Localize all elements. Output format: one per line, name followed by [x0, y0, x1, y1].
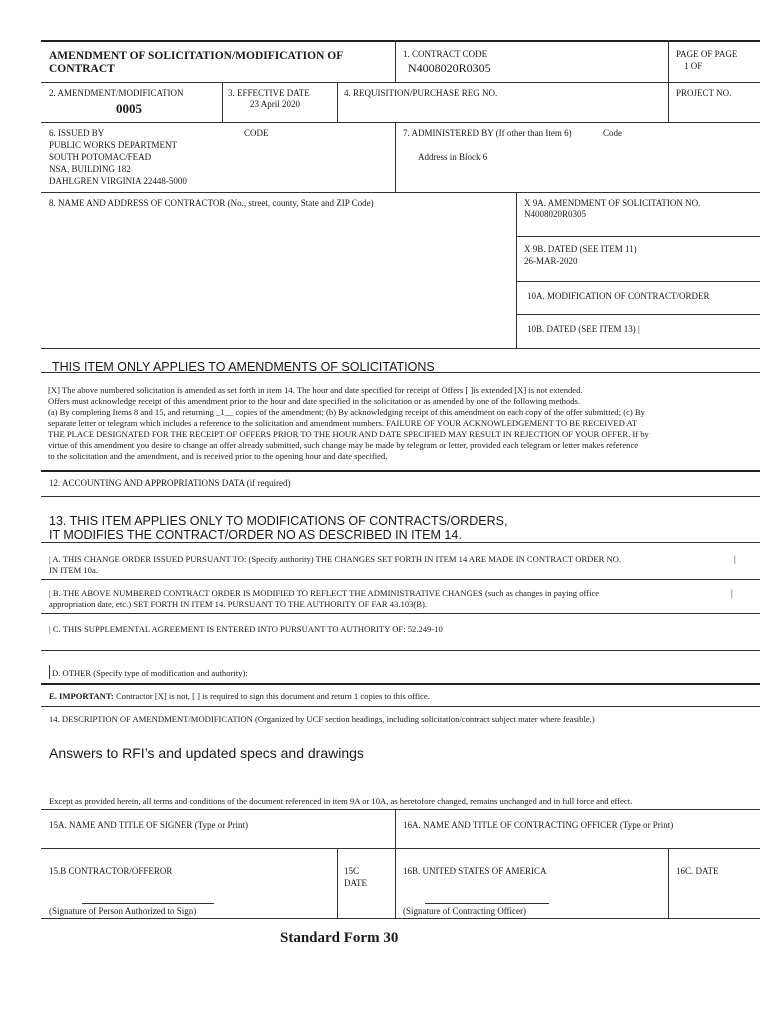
vline-header-2: [668, 40, 669, 122]
item-9b-label: X 9B. DATED (SEE ITEM 11): [524, 244, 637, 254]
amendment-mod-value: 0005: [116, 101, 142, 116]
rule-sec14-bottom: [41, 809, 760, 810]
effective-date-value: 23 April 2020: [250, 99, 301, 109]
vline-row3: [395, 122, 396, 192]
except-provided-text: Except as provided herein, all terms and conditions of the document referenced in item 9A or 10A, as heretofore changed, remains unchanged and in full force and effect.: [49, 796, 633, 806]
rule-10a-top: [516, 281, 760, 282]
signer-name-label: 15A. NAME AND TITLE OF SIGNER (Type or Print): [49, 820, 248, 830]
section-11-line: Offers must acknowledge receipt of this amendment prior to the hour and date specified in the solicitation or as amended by one of the following methods.: [48, 396, 581, 406]
contracting-officer-name-label: 16A. NAME AND TITLE OF CONTRACTING OFFICER (Type or Print): [403, 820, 674, 830]
item-10a-label: 10A. MODIFICATION OF CONTRACT/ORDER: [527, 291, 710, 301]
rule-row2-top: [41, 82, 760, 83]
rule-row4-top: [41, 192, 760, 193]
rule-sec12-bottom: [41, 496, 760, 497]
rule-13c-bottom: [41, 650, 760, 651]
important-e-label: E. IMPORTANT:: [49, 691, 114, 701]
issued-by-line: SOUTH POTOMAC/FEAD: [49, 152, 152, 162]
issued-by-line: PUBLIC WORKS DEPARTMENT: [49, 140, 177, 150]
change-order-a-line2: IN ITEM 10a.: [49, 565, 98, 575]
item-9b-value: 26-MAR-2020: [524, 256, 578, 266]
date-15c-label: 15C: [344, 866, 360, 876]
rule-sig-mid: [41, 848, 760, 849]
contractor-signature-line[interactable]: [82, 903, 214, 904]
section-11-heading: THIS ITEM ONLY APPLIES TO AMENDMENTS OF SOLICITATIONS: [52, 360, 435, 374]
admin-changes-b-pipe: |: [731, 588, 733, 598]
section-11-line: to the solicitation and the amendment, and is received prior to the opening hour and date specified.: [48, 451, 388, 461]
rule-13e-bottom: [41, 706, 760, 707]
standard-form-name: Standard Form 30: [280, 930, 399, 946]
effective-date-label: 3. EFFECTIVE DATE: [228, 88, 310, 98]
officer-signature-caption: (Signature of Contracting Officer): [403, 906, 527, 916]
issued-by-line: DAHLGREN VIRGINIA 22448-5000: [49, 176, 187, 186]
rule-sig-bottom: [41, 918, 760, 919]
form-title: AMENDMENT OF SOLICITATION/MODIFICATION OF CONTRACT: [49, 50, 343, 75]
section-13-heading-line1: 13. THIS ITEM APPLIES ONLY TO MODIFICATIONS OF CONTRACTS/ORDERS,: [49, 514, 508, 528]
change-order-a-line1: | A. THIS CHANGE ORDER ISSUED PURSUANT TO: (Specify authority) THE CHANGES SET FORTH IN ITEM 14 ARE MADE IN CONTRACT ORDER NO.: [49, 554, 622, 564]
administered-code-label: Code: [603, 128, 622, 138]
vline-sig-3: [668, 848, 669, 918]
supplemental-agreement-c: | C. THIS SUPPLEMENTAL AGREEMENT IS ENTERED INTO PURSUANT TO AUTHORITY OF: 52.249-10: [49, 624, 443, 634]
code-label: CODE: [244, 128, 269, 138]
section-11-line: (a) By completing Items 8 and 15, and returning _1__ copies of the amendment; (b) By acknowledging receipt of this amendment on each copy of the offer submitted; (c) By: [48, 407, 645, 417]
section-11-line: [X] The above numbered solicitation is amended as set forth in item 14. The hour and date specified for receipt of Offers [ ]is extended [X] is not extended.: [48, 385, 583, 395]
admin-changes-b-line1: | B. THE ABOVE NUMBERED CONTRACT ORDER IS MODIFIED TO REFLECT THE ADMINISTRATIVE CHANGES (such as changes in paying office: [49, 588, 600, 598]
date-16c-label: 16C. DATE: [676, 866, 719, 876]
vline-header-1: [395, 40, 396, 82]
section-11-text: [48, 385, 758, 462]
section-13-heading-line2: IT MODIFIES THE CONTRACT/ORDER NO AS DESCRIBED IN ITEM 14.: [49, 528, 462, 542]
date-15c-label-2: DATE: [344, 878, 367, 888]
vline-13d: [49, 665, 50, 679]
section-11-line: virtue of this amendment you desire to change an offer already submitted, such change may be made by telegram or letter, provided each telegram or letter makes reference: [48, 440, 639, 450]
important-e-text: Contractor [X] is not, [ ] is required to sign this document and return 1 copies to this office.: [115, 691, 430, 701]
rule-row4-bottom: [41, 348, 760, 349]
contractor-offeror-label: 15.B CONTRACTOR/OFFEROR: [49, 866, 173, 876]
rule-13b-bottom: [41, 613, 760, 614]
section-11-line: THE PLACE DESIGNATED FOR THE RECEIPT OF OFFERS PRIOR TO THE HOUR AND DATE SPECIFIED MAY RESULT IN REJECTION OF YOUR OFFER. If by: [48, 429, 649, 439]
item-9a-label: X 9A. AMENDMENT OF SOLICITATION NO.: [524, 198, 701, 208]
rule-9b-top: [516, 236, 760, 237]
important-e: [49, 691, 430, 702]
rule-13a-bottom: [41, 579, 760, 580]
item-10b-label: 10B. DATED (SEE ITEM 13) |: [527, 324, 640, 334]
item-9a-value: N4008020R0305: [524, 209, 587, 219]
vline-sig-1: [395, 809, 396, 918]
contract-code-label: 1. CONTRACT CODE: [403, 49, 488, 59]
vline-row2-1: [222, 82, 223, 122]
project-no-label: PROJECT NO.: [676, 88, 732, 98]
rule-10b-top: [516, 314, 760, 315]
usa-label: 16B. UNITED STATES OF AMERICA: [403, 866, 547, 876]
rule-sec13-head: [41, 542, 760, 543]
amendment-mod-label: 2. AMENDMENT/MODIFICATION: [49, 88, 184, 98]
rule-13d-bottom: [41, 683, 760, 685]
top-border: [41, 40, 760, 42]
vline-sig-2: [337, 848, 338, 918]
issued-by-line: NSA, BUILDING 182: [49, 164, 131, 174]
requisition-label: 4. REQUISITION/PURCHASE REG NO.: [344, 88, 498, 98]
accounting-data-label: 12. ACCOUNTING AND APPROPRIATIONS DATA (if required): [49, 478, 291, 488]
rule-row3-top: [41, 122, 760, 123]
page-of-page-label: PAGE OF PAGE: [676, 49, 738, 59]
officer-signature-line[interactable]: [425, 903, 549, 904]
contractor-label: 8. NAME AND ADDRESS OF CONTRACTOR (No., street, county, State and ZIP Code): [49, 198, 374, 208]
section-11-line: separate letter or telegram which includes a reference to the solicitation and amendment numbers. FAILURE OF YOUR ACKNOWLEDGEMENT TO BE RECEIVED AT: [48, 418, 638, 428]
description-label: 14. DESCRIPTION OF AMENDMENT/MODIFICATION (Organized by UCF section headings, including solicitation/contract subject mater where feasible.): [49, 714, 595, 724]
contractor-signature-caption: (Signature of Person Authorized to Sign): [49, 906, 197, 916]
contract-code-value: N4008020R0305: [408, 61, 491, 75]
admin-changes-b-line2: appropriation date, etc.) SET FORTH IN ITEM 14. PURSUANT TO THE AUTHORITY OF FAR 43.103(B).: [49, 599, 427, 609]
other-d: D. OTHER (Specify type of modification and authority):: [52, 668, 248, 678]
vline-row4: [516, 192, 517, 348]
page-of-page-value: 1 OF: [684, 61, 703, 71]
administered-by-label: 7. ADMINISTERED BY (If other than Item 6): [403, 128, 572, 138]
description-text: Answers to RFI’s and updated specs and drawings: [49, 745, 364, 761]
administered-address: Address in Block 6: [418, 152, 488, 162]
rule-sec12-top: [41, 470, 760, 472]
change-order-a-pipe: |: [734, 554, 736, 564]
vline-row2-2: [337, 82, 338, 122]
issued-by-label: 6. ISSUED BY: [49, 128, 105, 138]
